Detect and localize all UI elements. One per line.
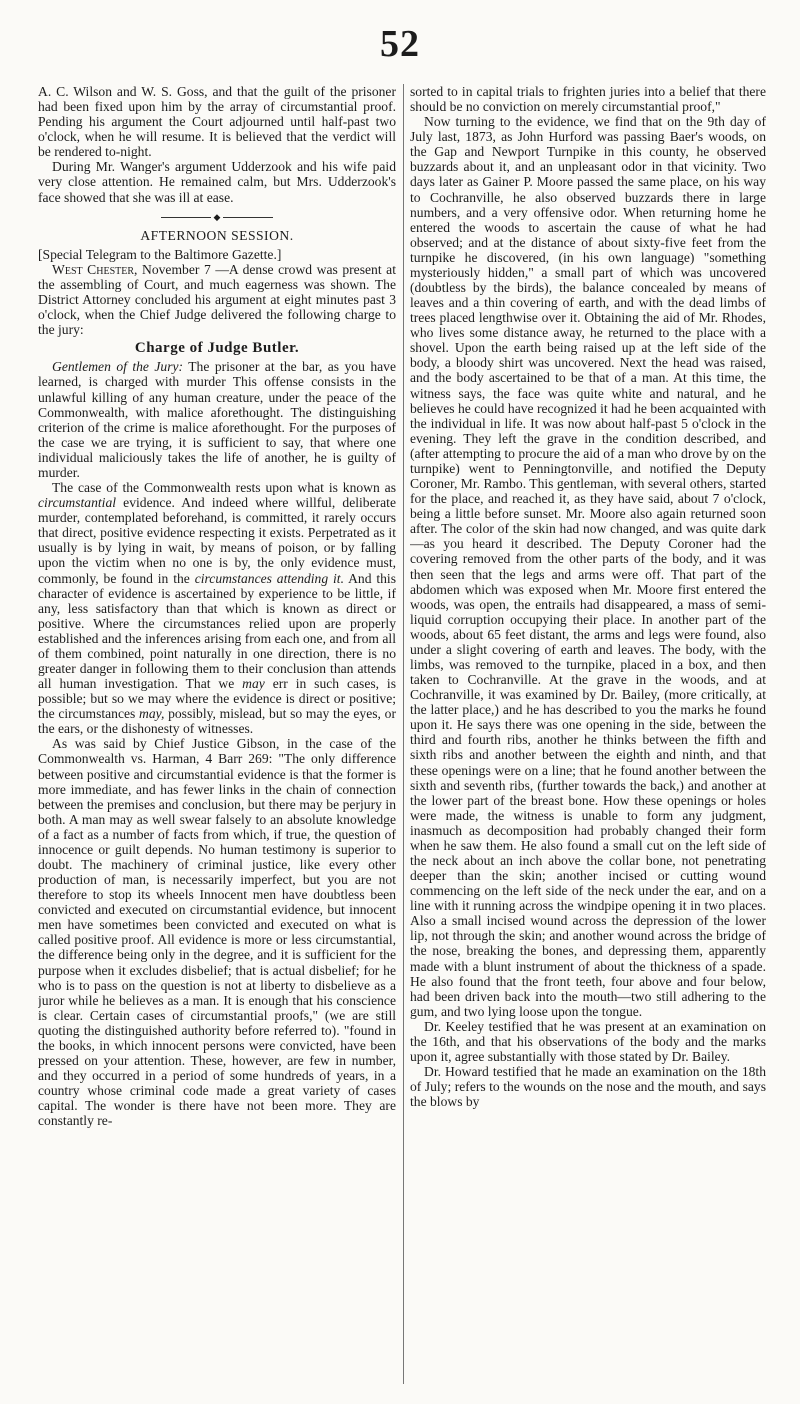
- address: Gentlemen of the Jury:: [52, 359, 184, 375]
- telegram-line: [Special Telegram to the Baltimore Gazette.]: [38, 246, 282, 262]
- paragraph: Now turning to the evidence, we find that on the 9th day of July last, 1873, as John Hurford was passing Baer's woods, on the Gap and Newport Turnpike in this county, he observed buzzards about it, and an unpleasant odor in that vicinity. Two days later as Gainer P. Moore passed the same place, on his way to Cochranville, he also observed buzzards there in large numbers, and a very offensive odor. When returning home he entered the woods to ascertain the cause of what he had observed; and at the distance of about sixty-five feet from the turnpike he discovered, (in his own language) "something mysteriously hidden," a small part of which was uncovered (doubtless by the birds), the balance concealed by means of leaves and a thin covering of earth, and with the dead limbs of trees placed lengthwise over it. Obtaining the aid of Mr. Rhodes, who lives some distance away, he returned to the place with a shovel. Upon the earth being raised up at the left side of the body, a bloody shirt was uncovered. Next the head was raised, and the body ascertained to be that of a man. At this time, the witness says, the face was quite white and natural, and he believes he could have recognized it had he been acquainted with the individual in life. It was now about half-past 5 o'clock in the evening. They left the grave in the condition described, and (after attempting to procure the aid of a man who drove by on the turnpike) went to Penningtonville, and notified the Deputy Coroner, Mr. Rambo. This gentleman, with several others, started for the place, and reached it, as they have said, about 7 o'clock, being a little before sunset. Mr. Moore also again returned soon after. The color of the skin had now changed, and was quite dark—as you heard it described. The Deputy Coroner had the covering removed from the other parts of the body, and it was then seen that the legs and arms were off. That part of the abdomen which was exposed when Mr. Moore first entered the woods, was open, the entrails had disappeared, a mass of semi-liquid corruption occupying their place. In another part of the woods, about 65 feet distant, the arms and legs were found, also under a slight covering of earth and leaves. The body, with the limbs, was removed to the turnpike, placed in a box, and then taken to Cochranville. At the grave in the woods, and at Cochranville, it was examined by Dr. Bailey, (more critically, at the latter place,) and he has described to you the marks he found upon it. He says there was one opening in the side, between the third and fourth ribs, another he thinks between the fifth and sixth ribs and another between the eighth and ninth, and that these openings were on a line; that he found another between the sixth and seventh ribs, (further towards the back,) and another at the lower part of the breast bone. How these openings or holes were made, the witness is unable to form any judgment, inasmuch as decomposition had probably changed their form when he saw them. He also found a small cut on the left side of the neck about an inch above the collar bone, not penetrating deeper than the skin; another incised or cutting wound commencing on the left side of the neck under the ear, and on a line with it running across the windpipe opening it in two places. Also a small incised wound across the depression of the lower lip, not through the skin; and another wound across the bridge of the nose, breaking the bones, and depressing them, apparently made with a blunt instrument of about the thickness of a spade. He also found that the front teeth, four above and four below, had been driven back into the mouth—two still adhering to the gum, and two lying loose upon the tongue.: [410, 114, 766, 1019]
- section-divider: ◆: [38, 210, 396, 225]
- paragraph: As was said by Chief Justice Gibson, in the case of the Commonwealth vs. Harman, 4 Barr 269: "The only difference between positive and circumstantial evidence is that the former is more immediate, and has fewer links in the chain of connection between the premises and conclusion, but there may be perjury in both. A man may as well swear falsely to an absolute knowledge of a fact as a number of facts from which, if true, the question of innocence or guilt depends. No human testimony is superior to doubt. The machinery of criminal justice, like every other production of man, is necessarily imperfect, but you are not therefore to stop its wheels Innocent men have doubtless been convicted and executed on circumstantial evidence, but innocent men have sometimes been convicted and executed on what is called positive proof. All evidence is more or less circumstantial, the difference being only in the degree, and it is sufficient for the purpose when it excludes disbelief; that is actual disbelief; for he who is to pass on the question is not at liberty to disbelieve as a juror while he believes as a man. It is enough that his conscience is clear. Certain cases of circumstantial proofs," (we are still quoting the distinguished authority before referred to). "found in the books, in which innocent persons were convicted, have been pressed on your attention. These, however, are few in number, and they occurred in a period of some hundreds of years, in a country whose criminal code made a great variety of cases capital. The wonder is there have not been more. They are constantly re-: [38, 736, 396, 1129]
- left-column: [38, 84, 396, 1390]
- session-heading: AFTERNOON SESSION.: [140, 227, 294, 243]
- page-number: 52: [380, 23, 420, 65]
- dateline-place: West Chester: [52, 261, 135, 277]
- paragraph: Gentlemen of the Jury: The prisoner at the bar, as you have learned, is charged with murder This offense consists in the unlawful killing of any human creature, under the peace of the Commonwealth, with malice aforethought. The distinguishing criterion of the crime is malice aforethought. For the purposes of the case we are trying, it is sufficient to say, that where one individual maliciously takes the life of another, he is guilty of murder.: [38, 359, 396, 480]
- right-column: [410, 84, 766, 1390]
- charge-heading: Charge of Judge Butler.: [134, 340, 300, 357]
- dateline-paragraph: [38, 262, 396, 337]
- paragraph: A. C. Wilson and W. S. Goss, and that the guilt of the prisoner had been fixed upon him by the array of circumstantial proof. Pending his argument the Court adjourned until half-past two o'clock, when he will resume. It is believed that the verdict will be rendered to-night.: [38, 84, 396, 160]
- dateline-text: , November 7 —A dense crowd was present at the assembling of Court, and much eagerness was shown. The District Attorney concluded his argument at eight minutes past 3 o'clock, when the Chief Judge delivered the following charge to the jury:: [38, 261, 396, 338]
- paragraph: During Mr. Wanger's argument Udderzook and his wife paid very close attention. He remained calm, but Mrs. Udderzook's face showed that she was ill at ease.: [38, 159, 396, 205]
- paragraph: Dr. Howard testified that he made an examination on the 18th of July; refers to the wounds on the nose and the mouth, and says the blows by: [410, 1064, 766, 1110]
- paragraph: Dr. Keeley testified that he was present at an examination on the 16th, and that his observations of the body and the marks upon it, agree substantially with those stated by Dr. Bailey.: [410, 1018, 766, 1064]
- paragraph: sorted to in capital trials to frighten juries into a belief that there should be no conviction on merely circumstantial proof,": [410, 84, 766, 115]
- paragraph: The case of the Commonwealth rests upon what is known as circumstantial evidence. And indeed where willful, deliberate murder, contemplated beforehand, is committed, it rarely occurs that direct, positive evidence respecting it exists. Perpetrated as it usually is by lying in wait, by means of poison, or by falling upon the victim when no one is by, the only evidence must, commonly, be found in the circumstances attending it. And this character of evidence is ascertained by experience to be little, if any, less satisfactory than that which is known as direct or positive. Where the circumstances relied upon are properly established and the inferences arising from each one, and from all of them combined, point naturally in one direction, there is no greater danger in following them to their conclusion than attends all human investigation. That we may err in such cases, is possible; but so we may where the evidence is direct or positive; the circumstances may, possibly, mislead, but so may the eyes, or the ears, or the dishonesty of witnesses.: [38, 480, 396, 737]
- column-rule: [403, 84, 404, 1384]
